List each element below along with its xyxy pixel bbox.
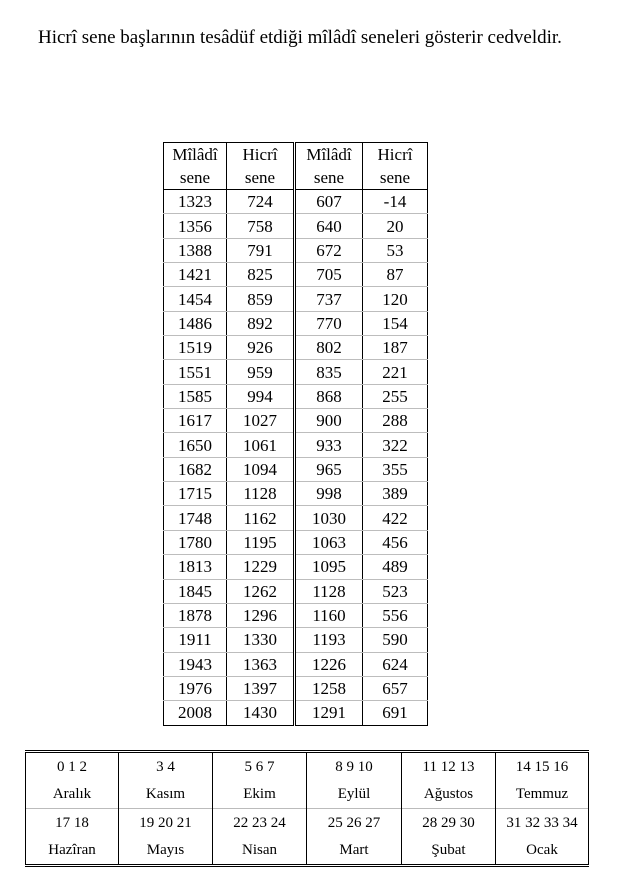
month-name-row [26,836,589,866]
miladi-year-cell: 1878 [164,603,227,627]
month-name-cell: Şubat [402,836,496,866]
hicri-year-cell: 1094 [227,457,295,481]
miladi-year-cell: 1911 [164,628,227,652]
hicri-year-cell: 959 [227,360,295,384]
hicri-year-cell: 20 [363,214,428,238]
table-row [164,628,428,652]
miladi-year-cell: 1160 [295,603,363,627]
miladi-year-cell: 1193 [295,628,363,652]
table-row [164,530,428,554]
miladi-year-cell: 1585 [164,384,227,408]
hicri-year-cell: 825 [227,263,295,287]
miladi-year-cell: 1454 [164,287,227,311]
miladi-year-cell: 1063 [295,530,363,554]
table-row [164,433,428,457]
intro-paragraph: Hicrî sene başlarının tesâdüf etdiği mîlâdî seneleri gösterir cedveldir. [38,27,562,48]
hicri-year-cell: 1397 [227,676,295,700]
hicri-year-cell: 892 [227,311,295,335]
hicri-year-cell: 489 [363,555,428,579]
table-row [164,311,428,335]
hicri-year-cell: 322 [363,433,428,457]
miladi-year-cell: 1356 [164,214,227,238]
hicri-year-cell: 657 [363,676,428,700]
miladi-year-cell: 1748 [164,506,227,530]
hicri-year-cell: 422 [363,506,428,530]
table-row [164,360,428,384]
table-row [164,384,428,408]
hicri-year-cell: 255 [363,384,428,408]
miladi-year-cell: 1291 [295,701,363,725]
month-name-cell: Mayıs [119,836,213,866]
miladi-year-cell: 802 [295,336,363,360]
hicri-year-cell: 1430 [227,701,295,725]
miladi-year-cell: 933 [295,433,363,457]
miladi-year-cell: 1551 [164,360,227,384]
header-miladi-1: Mîlâdî [164,143,227,167]
hicri-year-cell: 691 [363,701,428,725]
miladi-year-cell: 1095 [295,555,363,579]
hicri-year-cell: 1229 [227,555,295,579]
hicri-year-cell: 1330 [227,628,295,652]
miladi-year-cell: 737 [295,287,363,311]
month-day-table [25,750,589,867]
month-name-row [26,780,589,809]
table-header-row [164,166,428,190]
miladi-year-cell: 1486 [164,311,227,335]
table-row [164,676,428,700]
miladi-year-cell: 900 [295,409,363,433]
miladi-year-cell: 1128 [295,579,363,603]
day-numbers-cell: 5 6 7 [213,752,307,781]
miladi-year-cell: 1617 [164,409,227,433]
hicri-year-cell: 523 [363,579,428,603]
hicri-year-cell: 926 [227,336,295,360]
table-row [164,263,428,287]
miladi-year-cell: 640 [295,214,363,238]
month-name-cell: Hazîran [26,836,119,866]
hicri-year-cell: -14 [363,190,428,214]
hicri-year-cell: 53 [363,238,428,262]
day-numbers-cell: 14 15 16 [496,752,589,781]
hicri-year-cell: 590 [363,628,428,652]
hicri-year-cell: 187 [363,336,428,360]
table-row [164,409,428,433]
day-numbers-cell: 8 9 10 [307,752,402,781]
header-hicri-1: Hicrî [227,143,295,167]
hicri-year-cell: 758 [227,214,295,238]
table-row [164,579,428,603]
table-row [164,701,428,725]
month-name-cell: Temmuz [496,780,589,809]
miladi-year-cell: 1421 [164,263,227,287]
header-sene-4: sene [363,166,428,190]
header-hicri-2: Hicrî [363,143,428,167]
miladi-year-cell: 705 [295,263,363,287]
table-row [164,482,428,506]
hicri-year-cell: 624 [363,652,428,676]
day-numbers-cell: 3 4 [119,752,213,781]
hicri-year-cell: 389 [363,482,428,506]
hicri-year-cell: 120 [363,287,428,311]
month-name-cell: Aralık [26,780,119,809]
miladi-year-cell: 1650 [164,433,227,457]
month-name-cell: Eylül [307,780,402,809]
miladi-year-cell: 998 [295,482,363,506]
table-row [164,555,428,579]
table-row [164,190,428,214]
month-name-cell: Ocak [496,836,589,866]
miladi-year-cell: 1519 [164,336,227,360]
miladi-year-cell: 1845 [164,579,227,603]
miladi-year-cell: 1388 [164,238,227,262]
hicri-year-cell: 1195 [227,530,295,554]
hicri-year-cell: 1061 [227,433,295,457]
hicri-year-cell: 859 [227,287,295,311]
hicri-year-cell: 1296 [227,603,295,627]
miladi-year-cell: 1715 [164,482,227,506]
miladi-year-cell: 1813 [164,555,227,579]
table-row [164,336,428,360]
hicri-year-cell: 1363 [227,652,295,676]
header-sene-2: sene [227,166,295,190]
day-numbers-cell: 31 32 33 34 [496,809,589,837]
table-row [164,457,428,481]
hicri-year-cell: 1128 [227,482,295,506]
table-row [164,214,428,238]
month-name-cell: Kasım [119,780,213,809]
hicri-year-cell: 221 [363,360,428,384]
miladi-year-cell: 1780 [164,530,227,554]
miladi-year-cell: 835 [295,360,363,384]
hicri-year-cell: 724 [227,190,295,214]
miladi-year-cell: 770 [295,311,363,335]
miladi-year-cell: 1030 [295,506,363,530]
month-name-cell: Ekim [213,780,307,809]
miladi-year-cell: 965 [295,457,363,481]
header-sene-3: sene [295,166,363,190]
hicri-year-cell: 456 [363,530,428,554]
day-numbers-cell: 28 29 30 [402,809,496,837]
miladi-year-cell: 607 [295,190,363,214]
miladi-year-cell: 868 [295,384,363,408]
table-row [164,506,428,530]
hicri-year-cell: 1162 [227,506,295,530]
table-row [164,652,428,676]
year-conversion-table [163,142,428,726]
hicri-year-cell: 355 [363,457,428,481]
hicri-year-cell: 288 [363,409,428,433]
miladi-year-cell: 1682 [164,457,227,481]
day-numbers-cell: 11 12 13 [402,752,496,781]
miladi-year-cell: 1226 [295,652,363,676]
hicri-year-cell: 1027 [227,409,295,433]
day-numbers-cell: 19 20 21 [119,809,213,837]
day-numbers-cell: 0 1 2 [26,752,119,781]
miladi-year-cell: 1976 [164,676,227,700]
hicri-year-cell: 1262 [227,579,295,603]
month-name-cell: Ağustos [402,780,496,809]
hicri-year-cell: 556 [363,603,428,627]
miladi-year-cell: 672 [295,238,363,262]
day-numbers-cell: 25 26 27 [307,809,402,837]
header-miladi-2: Mîlâdî [295,143,363,167]
miladi-year-cell: 1943 [164,652,227,676]
month-name-cell: Nisan [213,836,307,866]
miladi-year-cell: 1323 [164,190,227,214]
hicri-year-cell: 87 [363,263,428,287]
hicri-year-cell: 994 [227,384,295,408]
day-numbers-cell: 22 23 24 [213,809,307,837]
hicri-year-cell: 791 [227,238,295,262]
month-number-row [26,809,589,837]
month-number-row [26,752,589,781]
table-row [164,238,428,262]
table-row [164,603,428,627]
table-header-row [164,143,428,167]
year-table-body [164,190,428,726]
month-name-cell: Mart [307,836,402,866]
miladi-year-cell: 2008 [164,701,227,725]
miladi-year-cell: 1258 [295,676,363,700]
day-numbers-cell: 17 18 [26,809,119,837]
hicri-year-cell: 154 [363,311,428,335]
table-row [164,287,428,311]
header-sene-1: sene [164,166,227,190]
